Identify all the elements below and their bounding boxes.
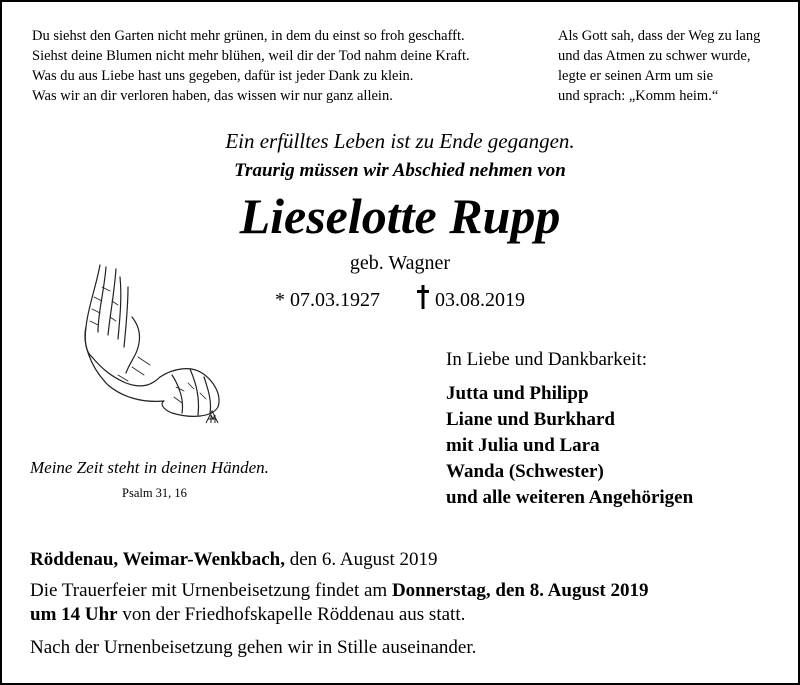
poem-left	[32, 26, 470, 106]
funeral-day: Donnerstag, den 8. August 2019	[391, 580, 649, 601]
poem-left-line: Was du aus Liebe hast uns gegeben, dafür ist jeder Dank zu klein.	[32, 68, 414, 84]
mourner-name: mit Julia und Lara	[446, 435, 600, 456]
funeral-text: Die Trauerfeier mit Urnenbeisetzung findet am	[30, 580, 392, 601]
maiden-name: geb. Wagner	[349, 252, 451, 274]
poem-left-line: Siehst deine Blumen nicht mehr blühen, weil dir der Tod nahm deine Kraft.	[32, 48, 470, 64]
poem-right	[558, 26, 760, 106]
praying-hands-icon	[72, 257, 232, 432]
mourner-name: Jutta und Philipp	[446, 383, 589, 404]
funeral-time: um 14 Uhr	[30, 604, 118, 625]
poem-right-line: und sprach: „Komm heim.“	[558, 88, 719, 104]
poem-right-line: Als Gott sah, dass der Weg zu lang	[558, 28, 761, 44]
mourners-list	[446, 381, 693, 511]
mourner-name: und alle weiteren Angehörigen	[446, 487, 694, 508]
intro-line: Ein erfülltes Leben ist zu Ende gegangen.	[225, 129, 575, 153]
cross-icon	[417, 285, 429, 316]
birth-date: * 07.03.1927	[275, 289, 380, 311]
poem-left-line: Du siehst den Garten nicht mehr grünen, in dem du einst so froh geschafft.	[32, 28, 465, 44]
poem-right-line: und das Atmen zu schwer wurde,	[558, 48, 751, 64]
poem-right-line: legte er seinen Arm um sie	[558, 68, 714, 84]
psalm-quote: Meine Zeit steht in deinen Händen.	[30, 458, 269, 477]
funeral-info	[30, 579, 770, 627]
funeral-location: von der Friedhofskapelle Röddenau aus statt.	[117, 604, 466, 625]
place-and-date	[30, 548, 438, 572]
death-date: 03.08.2019	[435, 289, 525, 311]
place: Röddenau, Weimar-Wenkbach,	[30, 549, 285, 570]
mourner-name: Liane und Burkhard	[446, 409, 615, 430]
deceased-name: Lieselotte Rupp	[239, 188, 561, 244]
farewell-line: Traurig müssen wir Abschied nehmen von	[234, 160, 566, 181]
mourner-name: Wanda (Schwester)	[446, 461, 604, 482]
closing-line: Nach der Urnenbeisetzung gehen wir in Stille auseinander.	[30, 637, 477, 658]
thanks-heading: In Liebe und Dankbarkeit:	[446, 349, 648, 370]
poem-left-line: Was wir an dir verloren haben, das wissen wir nur ganz allein.	[32, 88, 393, 104]
psalm-reference: Psalm 31, 16	[122, 486, 187, 500]
date-written: den 6. August 2019	[284, 549, 438, 570]
